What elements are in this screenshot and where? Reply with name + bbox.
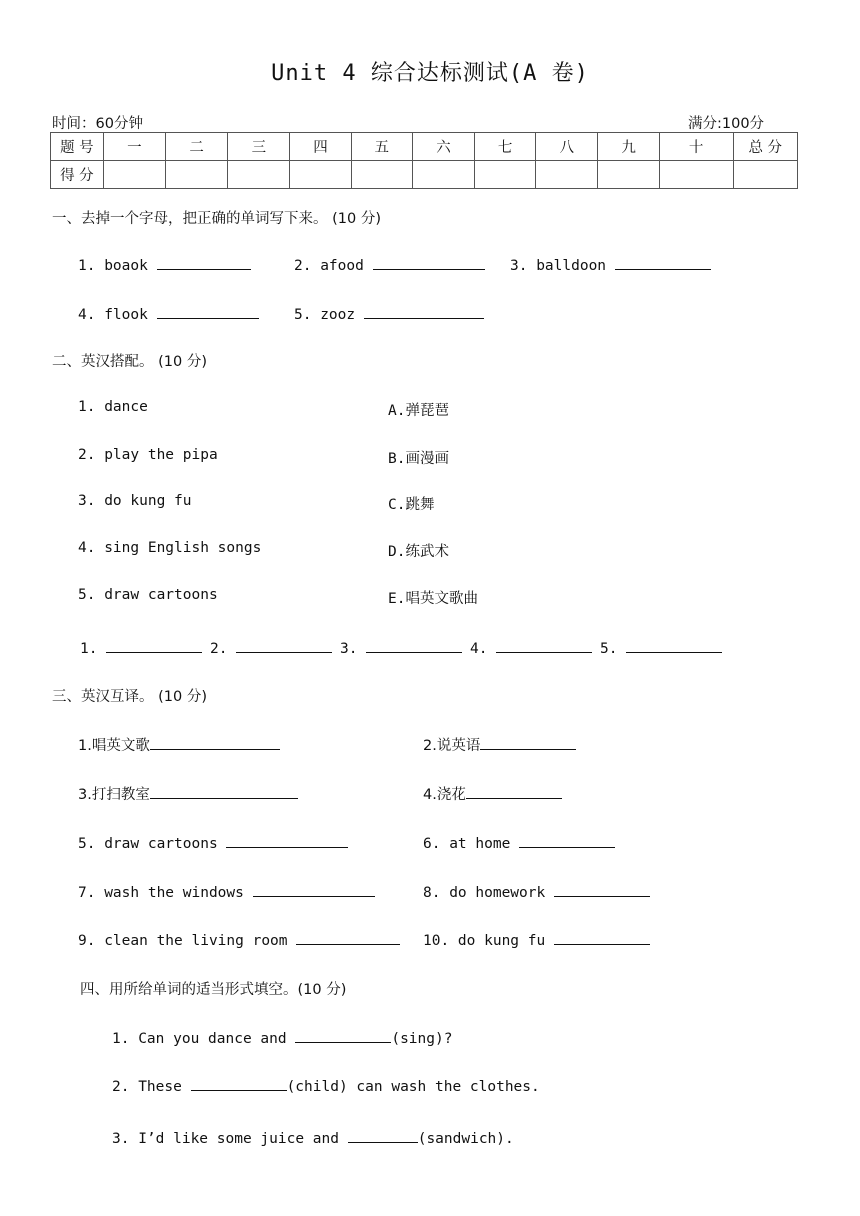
list-item — [78, 833, 348, 852]
list-item — [294, 255, 485, 274]
match-left-item: 2. play the pipa — [78, 447, 218, 463]
table-header-cell: 得 分 — [51, 161, 104, 189]
score-cell[interactable] — [733, 161, 797, 189]
answer-blank[interactable] — [106, 638, 202, 653]
match-left-item: 3. do kung fu — [78, 493, 192, 509]
item-text: 2. afood — [294, 258, 364, 274]
section4-heading: 四、用所给单词的适当形式填空。(10 分) — [80, 982, 347, 998]
answer-number: 4. — [470, 641, 488, 657]
match-right-item: D.练武术 — [388, 544, 449, 560]
list-item — [78, 930, 400, 949]
answer-blank[interactable] — [150, 735, 280, 750]
table-header-cell: 二 — [165, 133, 227, 161]
score-cell[interactable] — [290, 161, 351, 189]
score-cell[interactable] — [103, 161, 165, 189]
table-header-cell: 十 — [659, 133, 733, 161]
list-item — [112, 1076, 540, 1095]
score-cell[interactable] — [536, 161, 598, 189]
answer-blank[interactable] — [480, 735, 576, 750]
match-right-item: C.跳舞 — [388, 497, 435, 513]
table-header-cell: 六 — [412, 133, 474, 161]
match-right-item: E.唱英文歌曲 — [388, 591, 478, 607]
table-row — [51, 133, 798, 161]
answer-number: 1. — [80, 641, 98, 657]
table-header-cell: 三 — [228, 133, 290, 161]
answer-item — [600, 638, 722, 657]
item-text: 4.浇花 — [423, 787, 466, 803]
list-item — [510, 255, 711, 274]
full-score-label: 满分:100分 — [688, 116, 765, 132]
answer-blank[interactable] — [295, 1028, 391, 1043]
answer-blank[interactable] — [366, 638, 462, 653]
table-header-cell: 一 — [103, 133, 165, 161]
item-text: 9. clean the living room — [78, 933, 288, 949]
answer-item — [340, 638, 462, 657]
score-cell[interactable] — [659, 161, 733, 189]
item-text: 5. draw cartoons — [78, 836, 218, 852]
item-text: 7. wash the windows — [78, 885, 244, 901]
list-item — [423, 734, 576, 755]
score-cell[interactable] — [165, 161, 227, 189]
table-header-cell: 五 — [351, 133, 412, 161]
answer-blank[interactable] — [226, 833, 348, 848]
table-header-cell: 题 号 — [51, 133, 104, 161]
answer-item — [470, 638, 592, 657]
list-item — [423, 833, 615, 852]
answer-blank[interactable] — [626, 638, 722, 653]
section1-heading: 一、去掉一个字母，把正确的单词写下来。 (10 分) — [52, 211, 381, 227]
score-cell[interactable] — [598, 161, 659, 189]
list-item — [423, 783, 562, 804]
answer-blank[interactable] — [236, 638, 332, 653]
answer-blank[interactable] — [615, 255, 711, 270]
table-header-cell: 九 — [598, 133, 659, 161]
item-text: 1. boaok — [78, 258, 148, 274]
item-text: 3. I’d like some juice and — [112, 1131, 339, 1147]
page-title: Unit 4 综合达标测试(A 卷) — [271, 61, 589, 86]
table-header-cell: 总 分 — [733, 133, 797, 161]
score-cell[interactable] — [412, 161, 474, 189]
list-item — [294, 304, 484, 323]
item-text: 3.打扫教室 — [78, 787, 150, 803]
answer-blank[interactable] — [157, 304, 259, 319]
score-table — [50, 132, 798, 189]
table-header-cell: 四 — [290, 133, 351, 161]
answer-number: 3. — [340, 641, 358, 657]
match-left-item: 1. dance — [78, 399, 148, 415]
match-left-item: 5. draw cartoons — [78, 587, 218, 603]
match-right-item: B.画漫画 — [388, 451, 449, 467]
answer-blank[interactable] — [364, 304, 484, 319]
item-text: 1.唱英文歌 — [78, 738, 150, 754]
item-text: 4. flook — [78, 307, 148, 323]
item-text: 5. zooz — [294, 307, 356, 323]
answer-number: 5. — [600, 641, 618, 657]
item-text: 1. Can you dance and — [112, 1031, 287, 1047]
answer-blank[interactable] — [373, 255, 485, 270]
match-left-item: 4. sing English songs — [78, 540, 262, 556]
section3-heading: 三、英汉互译。 (10 分) — [52, 689, 207, 705]
answer-item — [210, 638, 332, 657]
list-item — [78, 304, 259, 323]
answer-number: 2. — [210, 641, 228, 657]
answer-blank[interactable] — [554, 882, 650, 897]
answer-blank[interactable] — [519, 833, 615, 848]
item-hint: (sing)? — [391, 1031, 453, 1047]
item-text: 8. do homework — [423, 885, 546, 901]
list-item — [78, 882, 375, 901]
item-text: 10. do kung fu — [423, 933, 546, 949]
item-text: 2. These — [112, 1079, 182, 1095]
answer-blank[interactable] — [348, 1128, 418, 1143]
match-right-item: A.弹琵琶 — [388, 403, 449, 419]
item-hint: (child) can wash the clothes. — [286, 1079, 540, 1095]
list-item — [78, 783, 298, 804]
answer-blank[interactable] — [554, 930, 650, 945]
answer-item — [80, 638, 202, 657]
item-hint: (sandwich). — [417, 1131, 514, 1147]
answer-blank[interactable] — [496, 638, 592, 653]
answer-blank[interactable] — [157, 255, 251, 270]
list-item — [112, 1128, 514, 1147]
answer-blank[interactable] — [253, 882, 375, 897]
list-item — [78, 734, 280, 755]
score-cell[interactable] — [351, 161, 412, 189]
score-cell[interactable] — [475, 161, 536, 189]
answer-blank[interactable] — [296, 930, 400, 945]
list-item — [423, 882, 650, 901]
item-text: 3. balldoon — [510, 258, 607, 274]
list-item — [423, 930, 650, 949]
time-label: 时间：60分钟 — [52, 116, 143, 132]
score-cell[interactable] — [228, 161, 290, 189]
section2-heading: 二、英汉搭配。 (10 分) — [52, 354, 207, 370]
answer-blank[interactable] — [191, 1076, 287, 1091]
table-row — [51, 161, 798, 189]
list-item — [112, 1028, 452, 1047]
item-text: 6. at home — [423, 836, 511, 852]
answer-blank[interactable] — [466, 784, 562, 799]
table-header-cell: 七 — [475, 133, 536, 161]
table-header-cell: 八 — [536, 133, 598, 161]
answer-blank[interactable] — [150, 784, 298, 799]
item-text: 2.说英语 — [423, 738, 481, 754]
list-item — [78, 255, 251, 274]
